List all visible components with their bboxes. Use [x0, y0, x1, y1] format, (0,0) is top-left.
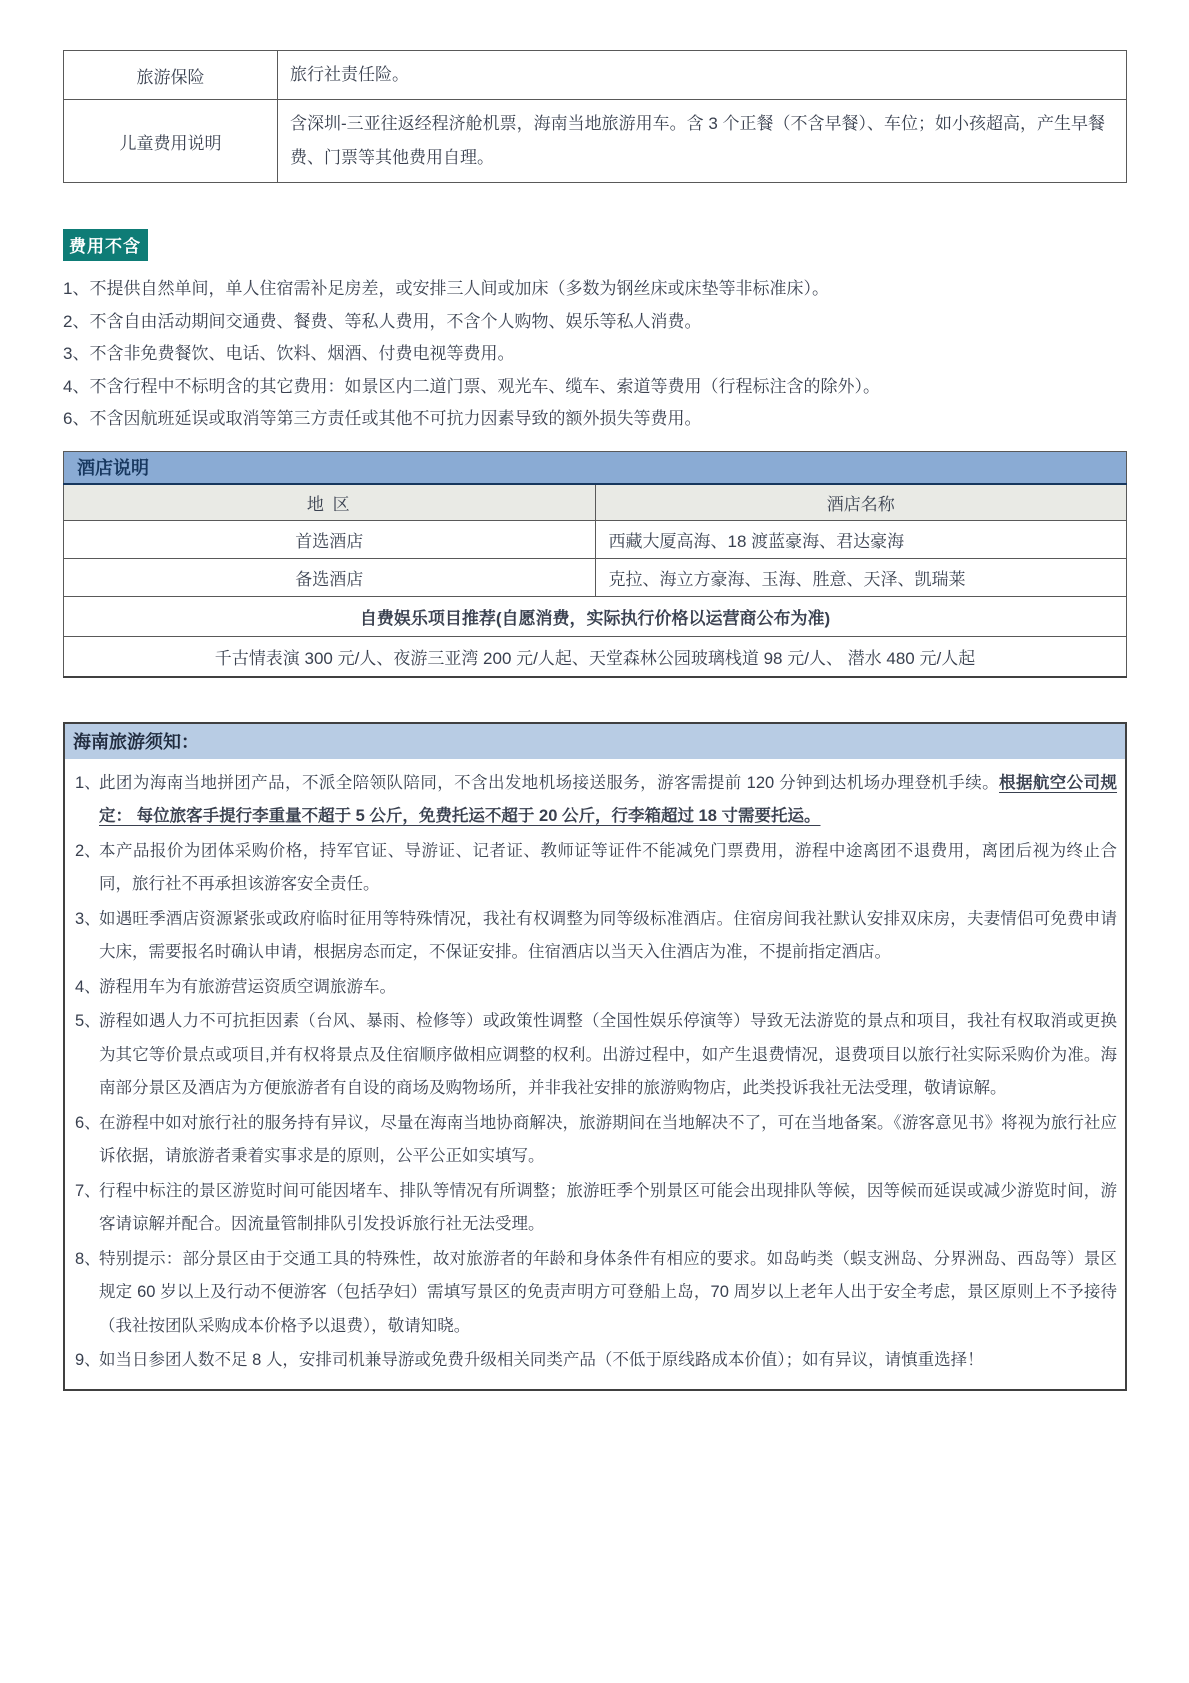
notice-section-bar [64, 723, 1126, 759]
backup-hotel-names: 克拉、海立方豪海、玉海、胜意、天泽、凯瑞莱 [595, 558, 1127, 596]
table-header-row [64, 484, 1127, 521]
hotel-section-bar [64, 451, 1127, 484]
row-value-insurance: 旅行社责任险。 [278, 51, 1127, 100]
fee-excludes-heading: 费用不含 [63, 229, 148, 261]
item-number: 2、 [75, 841, 101, 860]
table-row [64, 558, 1127, 596]
table-row [64, 100, 1127, 183]
item-number: 3、 [63, 344, 90, 363]
item-number: 1、 [75, 773, 101, 792]
paid-entertainment-prices: 千古情表演 300 元/人、夜游三亚湾 200 元/人起、天堂森林公园玻璃栈道 98 元/人、 潜水 480 元/人起 [64, 636, 1127, 677]
table-row [64, 723, 1126, 759]
item-number: 7、 [75, 1181, 101, 1200]
notice-item [73, 1107, 1117, 1174]
row-label-insurance: 旅游保险 [64, 51, 278, 100]
notice-body [64, 759, 1126, 1390]
item-number: 1、 [63, 279, 90, 298]
item-text: 不含因航班延误或取消等第三方责任或其他不可抗力因素导致的额外损失等费用。 [89, 409, 702, 428]
table-row [64, 596, 1127, 636]
item-text: 特别提示：部分景区由于交通工具的特殊性，故对旅游者的年龄和身体条件有相应的要求。如岛屿类（蜈支洲岛、分界洲岛、西岛等）景区规定 60 岁以上及行动不便游客（包括孕妇）需填写景区的免责声明方可登船上岛，70 周岁以上老年人出于安全考虑，景区原则上不予接待（我社按团队采购成本价格予以退费），敬请知晓。 [99, 1249, 1117, 1335]
item-text: 在游程中如对旅行社的服务持有异议，尽量在海南当地协商解决，旅游期间在当地解决不了，可在当地备案。《游客意见书》将视为旅行社应诉依据，请旅游者秉着实事求是的原则，公平公正如实填写。 [99, 1113, 1117, 1165]
paid-entertainment-title: 自费娱乐项目推荐(自愿消费，实际执行价格以运营商公布为准) [64, 596, 1127, 636]
hainan-notice-table [63, 722, 1127, 1391]
notice-item [73, 903, 1117, 970]
item-bold-text: 根据航空公司规定： 每位旅客手提行李重量不超于 5 公斤，免费托运不超于 20 公斤，行李箱超过 18 寸需要托运。 [99, 773, 1118, 825]
hotel-section-title: 酒店说明 [77, 457, 149, 478]
item-text: 游程如遇人力不可抗拒因素（台风、暴雨、检修等）或政策性调整（全国性娱乐停演等）导致无法游览的景点和项目，我社有权取消或更换为其它等价景点或项目,并有权将景点及住宿顺序做相应调整的权利。出游过程中，如产生退费情况，退费项目以旅行社实际采购价为准。海南部分景区及酒店为方便旅游者有自设的商场及购物场所，并非我社安排的旅游购物店，此类投诉我社无法受理，敬请谅解。 [99, 1012, 1117, 1097]
column-header-area: 地 区 [64, 484, 596, 521]
table-row [64, 759, 1126, 1390]
item-number: 4、 [63, 376, 90, 396]
item-number: 6、 [75, 1113, 101, 1132]
table-row [64, 636, 1127, 677]
item-number: 5、 [75, 1012, 101, 1030]
item-number: 6、 [63, 409, 90, 428]
list-item [63, 371, 1127, 404]
list-item [63, 338, 1127, 371]
item-number: 9、 [75, 1351, 101, 1369]
item-number: 4、 [75, 977, 101, 996]
notice-item [73, 835, 1117, 902]
list-item [63, 403, 1127, 436]
row-label-child-fee: 儿童费用说明 [64, 100, 278, 183]
item-number: 3、 [75, 909, 101, 928]
item-text: 如当日参团人数不足 8 人，安排司机兼导游或免费升级相关同类产品（不低于原线路成本价值）；如有异议，请慎重选择！ [99, 1351, 984, 1369]
notice-section-title: 海南旅游须知： [73, 731, 199, 752]
list-item [63, 273, 1127, 306]
table-row [64, 520, 1127, 558]
table-row [64, 451, 1127, 484]
notice-item [73, 767, 1117, 834]
notice-item [73, 1243, 1117, 1344]
item-text: 不提供自然单间，单人住宿需补足房差，或安排三人间或加床（多数为钢丝床或床垫等非标准床）。 [89, 279, 829, 298]
item-text: 如遇旺季酒店资源紧张或政府临时征用等特殊情况，我社有权调整为同等级标准酒店。住宿房间我社默认安排双床房，夫妻情侣可免费申请大床，需要报名时确认申请，根据房态而定，不保证安排。住宿酒店以当天入住酒店为准，不提前指定酒店。 [99, 909, 1117, 961]
item-text: 不含非免费餐饮、电话、饮料、烟酒、付费电视等费用。 [89, 344, 515, 363]
hotel-info-table [63, 451, 1127, 678]
item-text: 行程中标注的景区游览时间可能因堵车、排队等情况有所调整；旅游旺季个别景区可能会出现排队等候，因等候而延误或减少游览时间，游客请谅解并配合。因流量管制排队引发投诉旅行社无法受理。 [99, 1181, 1117, 1233]
item-number: 2、 [63, 311, 90, 331]
item-number: 8、 [75, 1249, 101, 1268]
fee-excludes-list [63, 273, 1127, 436]
item-text: 此团为海南当地拼团产品，不派全陪领队陪同，不含出发地机场接送服务，游客需提前 120 分钟到达机场办理登机手续。 [99, 773, 1000, 792]
notice-item [73, 1005, 1117, 1106]
row-value-child-fee: 含深圳-三亚往返经程济舱机票，海南当地旅游用车。含 3 个正餐（不含早餐）、车位；如小孩超高，产生早餐费、门票等其他费用自理。 [278, 100, 1127, 183]
backup-hotel-label: 备选酒店 [64, 558, 596, 596]
insurance-child-fee-table [63, 50, 1127, 183]
table-row [64, 51, 1127, 100]
document-page [63, 50, 1127, 1391]
fee-excludes-section [63, 229, 1127, 436]
notice-item [73, 1344, 1117, 1378]
preferred-hotel-names: 西藏大厦高海、18 渡蓝豪海、君达豪海 [595, 520, 1127, 558]
column-header-hotel-name: 酒店名称 [595, 484, 1127, 521]
item-text: 游程用车为有旅游营运资质空调旅游车。 [99, 977, 396, 996]
list-item [63, 306, 1127, 339]
item-text: 不含自由活动期间交通费、餐费、等私人费用，不含个人购物、娱乐等私人消费。 [89, 311, 702, 331]
item-text: 不含行程中不标明含的其它费用：如景区内二道门票、观光车、缆车、索道等费用（行程标注含的除外）。 [89, 376, 880, 396]
notice-item [73, 971, 1117, 1005]
item-text: 本产品报价为团体采购价格，持军官证、导游证、记者证、教师证等证件不能减免门票费用，游程中途离团不退费用，离团后视为终止合同，旅行社不再承担该游客安全责任。 [99, 841, 1117, 893]
notice-item [73, 1175, 1117, 1242]
preferred-hotel-label: 首选酒店 [64, 520, 596, 558]
